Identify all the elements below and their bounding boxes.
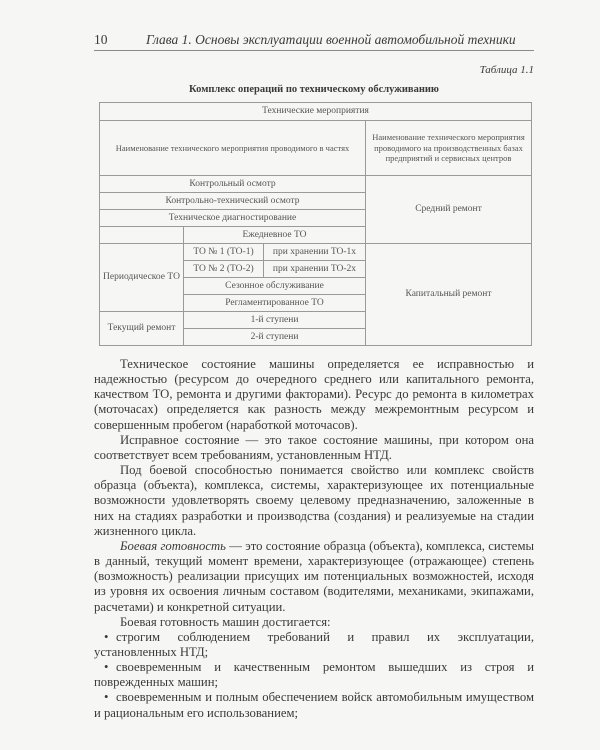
bullet-text: своевременным и качественным ремонтом вышедших из строя и поврежденных машин; [94, 660, 534, 690]
paragraph: Техническое состояние машины определяется ее исправностью и надежностью (ресурсом до очередного среднего или капитального ремонта, качеством ТО, ремонта и другими факторами). Ресурс до ремонта в километрах (моточасах) определяется как разность между межремонтным ресурсом и совершенным пробегом (наработкой моточасов). [94, 357, 534, 432]
table-cell-periodic: Периодическое ТО [100, 244, 184, 312]
table-cell-daily: Ежедневное ТО [184, 227, 366, 244]
page-number: 10 [94, 32, 108, 47]
table-cell-seasonal: Сезонное обслуживание [184, 278, 366, 295]
table-top-header: Технические мероприятия [100, 103, 532, 121]
page-header [94, 30, 534, 51]
table-cell-current-repair: Текущий ремонт [100, 312, 184, 346]
table-cell-medium-repair: Средний ремонт [366, 176, 532, 244]
running-head: Глава 1. Основы эксплуатации военной автомобильной техники [146, 32, 516, 47]
paragraph: Боевая готовность машин достигается: [120, 614, 331, 629]
table-cell-stage1: 1-й ступени [184, 312, 366, 329]
table-cell-regulated: Регламентированное ТО [184, 295, 366, 312]
table-cell-to1: ТО № 1 (ТО-1) [184, 244, 264, 261]
body-text [94, 357, 534, 721]
table-cell-stage2: 2-й ступени [184, 329, 366, 346]
table-cell-capital-repair: Капитальный ремонт [366, 244, 532, 346]
bullet-item [94, 630, 534, 660]
table-number: Таблица 1.1 [479, 64, 534, 76]
bullet-item [94, 690, 534, 720]
table-cell-control-tech: Контрольно-технический осмотр [100, 193, 366, 210]
bullet-icon: • [104, 660, 109, 675]
bullet-text: строгим соблюдением требований и правил их эксплуатации, установленных НТД; [94, 629, 534, 659]
table-cell-control: Контрольный осмотр [100, 176, 366, 193]
bullet-item [94, 660, 534, 690]
term-combat-readiness: Боевая готовность [120, 538, 226, 553]
bullet-icon: • [104, 629, 109, 644]
table-title: Комплекс операций по техническому обслуживанию [189, 84, 439, 95]
paragraph: Исправное состояние — это такое состояние машины, при котором она соответствует всем требованиям, установленным НТД. [94, 432, 534, 462]
table-cell-to1-storage: при хранении ТО-1х [264, 244, 366, 261]
bullet-icon: • [104, 690, 109, 705]
table-cell-diagnostics: Техническое диагностирование [100, 210, 366, 227]
paragraph: Под боевой способностью понимается свойство или комплекс свойств образца (объекта), комплекса, системы, характеризующее их потенциальные возможности удовлетворять своему целевому предназначению, заложенные в них на стадиях разработки и производства (создания) и реализуемые на стадии жизненного цикла. [94, 463, 534, 538]
table-col-left-header: Наименование технического мероприятия проводимого в частях [100, 121, 366, 176]
paragraph [94, 539, 534, 615]
table-cell-to2-storage: при хранении ТО-2х [264, 261, 366, 278]
operations-table [99, 102, 532, 346]
bullet-text: своевременным и полным обеспечением войск автомобильным имуществом и рациональным его использованием; [94, 690, 534, 720]
table-cell-to2: ТО № 2 (ТО-2) [184, 261, 264, 278]
paragraph-rest: — это состояние образца (объекта), комплекса, системы в данный, текущий момент времени, характеризующее (отражающее) степень (возможность) реализации присущих им потенциальных возможностей, исходя из уровня их освоения личным составом (водителями, механиками, экипажами, расчетами) и конкретной ситуации. [94, 538, 534, 614]
table-col-right-header: Наименование технического мероприятия проводимого на производственных базах предприятий и сервисных центров [366, 121, 532, 176]
